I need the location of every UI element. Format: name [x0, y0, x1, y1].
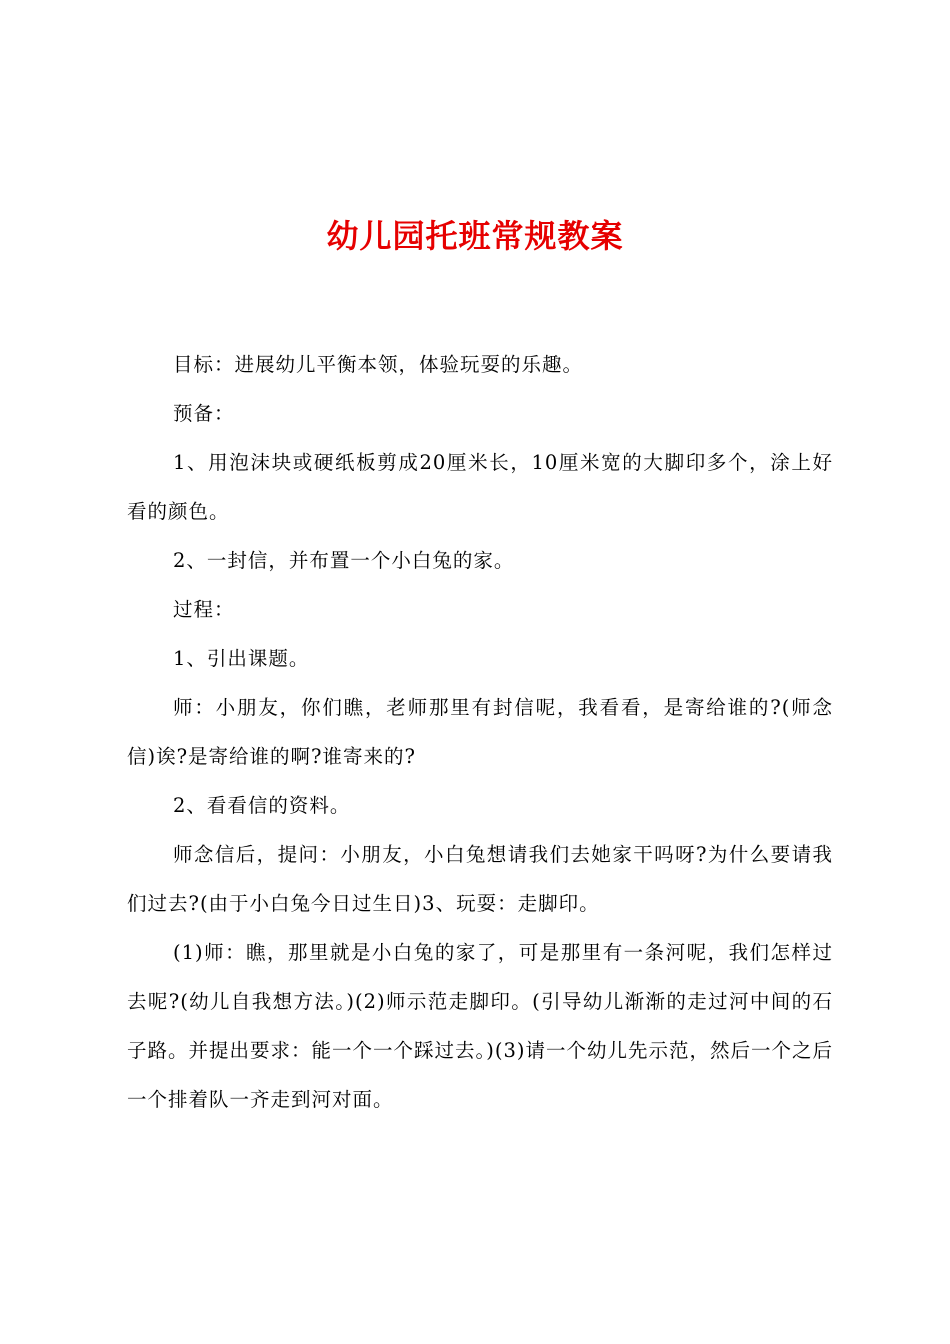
- paragraph-letter-questions: 师念信后，提问：小朋友，小白兔想请我们去她家干吗呀?为什么要请我们过去?(由于小白兔今日过生日)3、玩耍：走脚印。: [127, 843, 833, 915]
- paragraph-preparation-heading: 预备：: [173, 402, 235, 425]
- paragraph-goal: 目标：进展幼儿平衡本领，体验玩耍的乐趣。: [173, 353, 584, 376]
- paragraph-step-2: 2、看看信的资料。: [173, 794, 351, 817]
- paragraph-teacher-dialogue: 师：小朋友，你们瞧，老师那里有封信呢，我看看，是寄给谁的?(师念信)诶?是寄给谁的啊?谁寄来的?: [127, 696, 833, 768]
- paragraph-preparation-2: 2、一封信，并布置一个小白兔的家。: [173, 549, 515, 572]
- paragraph-process-heading: 过程：: [173, 598, 235, 621]
- paragraph-step-1: 1、引出课题。: [173, 647, 310, 670]
- paragraph-preparation-1: 1、用泡沫块或硬纸板剪成20厘米长，10厘米宽的大脚印多个，涂上好看的颜色。: [127, 451, 833, 523]
- paragraph-game-steps: (1)师：瞧，那里就是小白兔的家了，可是那里有一条河呢，我们怎样过去呢?(幼儿自我想方法。)(2)师示范走脚印。(引导幼儿渐渐的走过河中间的石子路。并提出要求：能一个一个踩过去。)(3)请一个幼儿先示范，然后一个之后一个排着队一齐走到河对面。: [127, 941, 833, 1111]
- document-body: [127, 340, 833, 1124]
- document-title: 幼儿园托班常规教案: [326, 217, 624, 255]
